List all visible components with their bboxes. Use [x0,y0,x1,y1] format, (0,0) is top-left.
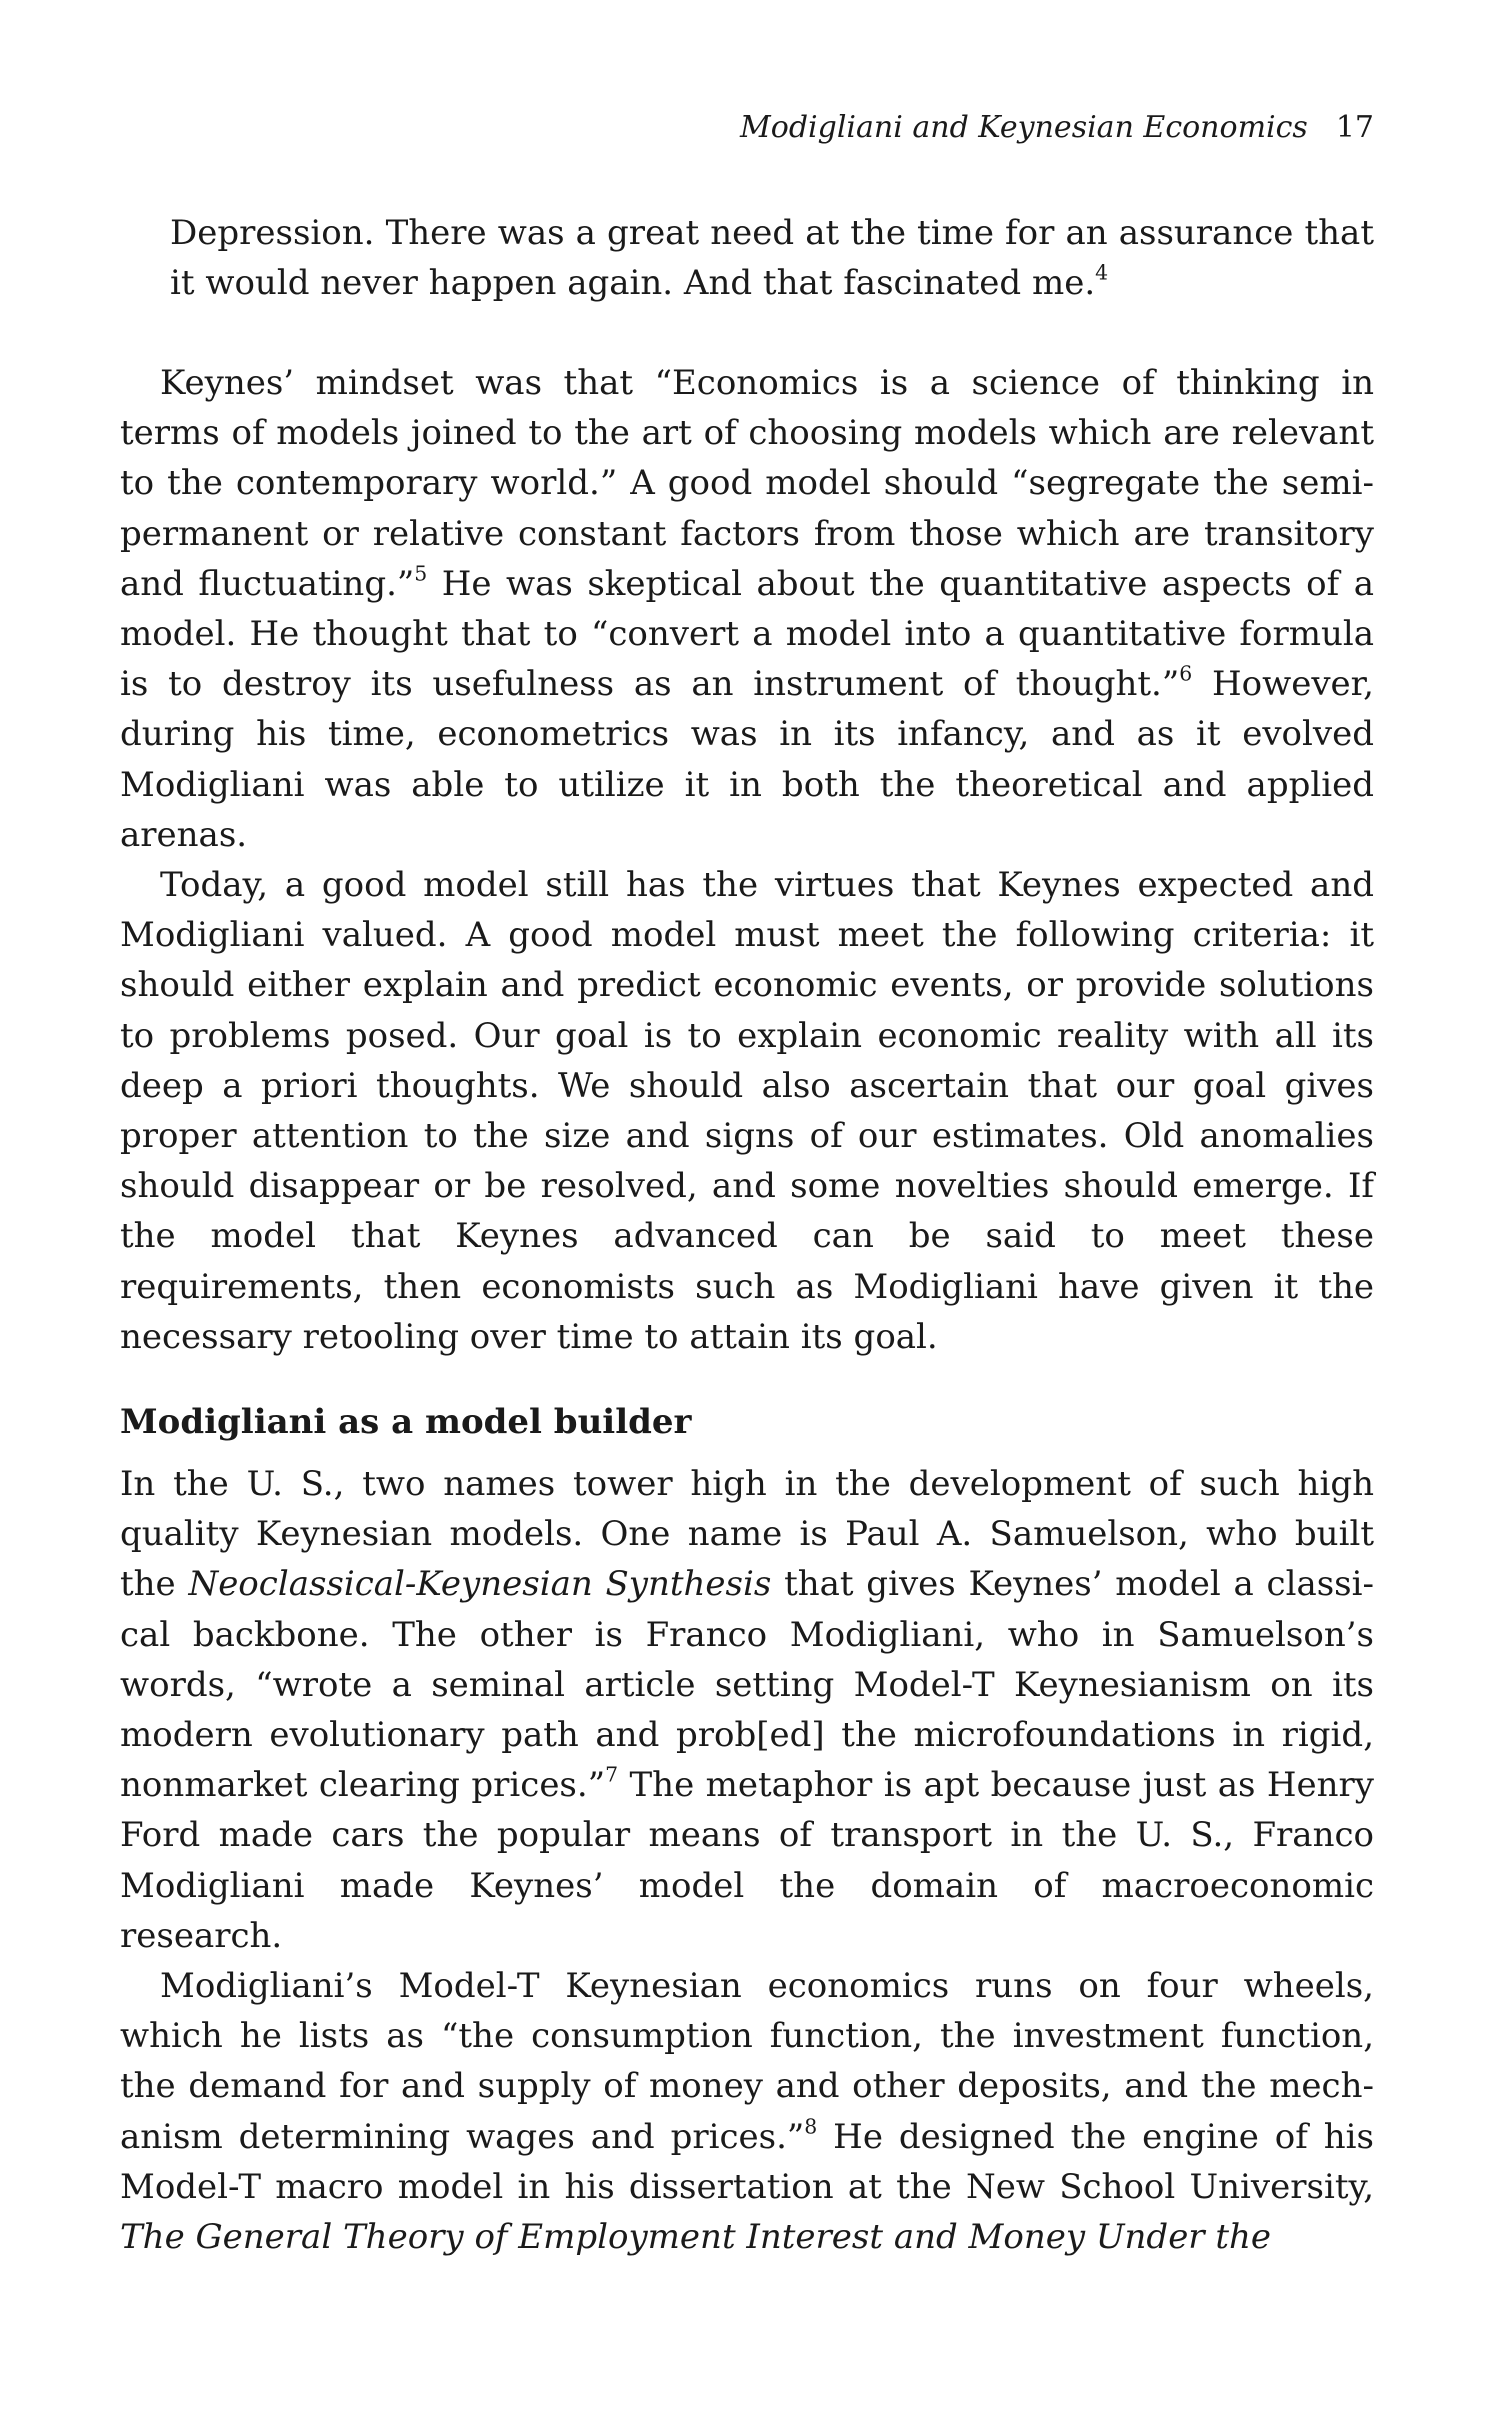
paragraph-text: Today, a good model still has the virtues that Keynes expected and Modigliani valued. A good model must meet the following criteria: it should either explain and predict economic events, or provide solutions to problems posed. Our goal is to explain economic reality with all its deep a priori thoughts. We should also ascertain that our goal gives proper attention to the size and signs of our estimates. Old anomalies should disappear or be resolved, and some novelties should emerge. If the model that Keynes advanced can be said to meet these requirements, then economists such as Modigliani have given it the necessary retooling over time to attain its goal. [120,865,1374,1357]
block-quote-text: Depression. There was a great need at the time for an assurance that it would never happen again. And that fascinated me. [170,213,1374,303]
paragraph-text: He designed the engine of his Model-T macro model in his dissertation at the New School University, [120,2116,1374,2207]
paragraph-text: He was skeptical about the quantitative aspects of a model. He thought that to “convert a model into a quantitative formula is to destroy its usefulness as an instrument of thought.” [120,563,1374,705]
section-heading: Modigliani as a model builder [120,1402,692,1442]
italic-title: The General Theory of Employment Interest and Money Under the [120,2217,1272,2258]
running-head-title: Modigliani and Keynesian Economics [740,110,1308,145]
paragraph-good-model [120,860,1374,1362]
paragraph-text: However, during his time, econometrics was in its infancy, and as it evolved Modigliani was able to utilize it in both the theoretical and applied arenas. [120,664,1374,855]
body-section-1 [120,358,1374,1362]
italic-title: Neoclassical-Keynesian Synthesis [188,1564,772,1605]
page-number: 17 [1335,110,1374,145]
paragraph-text: In the U. S., two names tower high in the development of such high quality Keynesian models. One name is Paul A. Samuelson, who built the [120,1464,1374,1605]
footnote-ref-7: 7 [605,1762,619,1787]
paragraph-keynes-mindset [120,358,1374,860]
footnote-ref-6: 6 [1179,661,1193,686]
paragraph-text: Keynes’ mindset was that “Economics is a science of thinking in terms of models joined to the art of choosing models which are relevant to the contemporary world.” A good model should “segregate the semipermanent or relative constant factors from those which are transitory and fluctuating.” [120,363,1374,604]
paragraph-text: that gives Keynes’ model a classical backbone. The other is Franco Modigliani, who in Samuelson’s words, “wrote a seminal article setting Model-T Keynesianism on its modern evolutionary path and prob[ed] the microfoundations in rigid, nonmarket clearing prices.” [120,1564,1374,1806]
paragraph-us-names [120,1459,1374,1961]
running-head [740,108,1374,148]
footnote-ref-4: 4 [1095,260,1109,285]
body-section-2 [120,1459,1374,2262]
paragraph-text: The metaphor is apt because just as Henry Ford made cars the popular means of transport in the U. S., Franco Modigliani made Keynes’ model the domain of macroeconomic research. [120,1765,1374,1956]
block-quote [170,208,1374,308]
paragraph-text: Modigliani’s Model-T Keynesian economics runs on four wheels, which he lists as “the consumption function, the investment function, the demand for and supply of money and other deposits, and the mechanism determining wages and prices.” [120,1966,1374,2157]
footnote-ref-8: 8 [804,2114,818,2139]
paragraph-model-t [120,1961,1374,2262]
footnote-ref-5: 5 [414,561,428,586]
